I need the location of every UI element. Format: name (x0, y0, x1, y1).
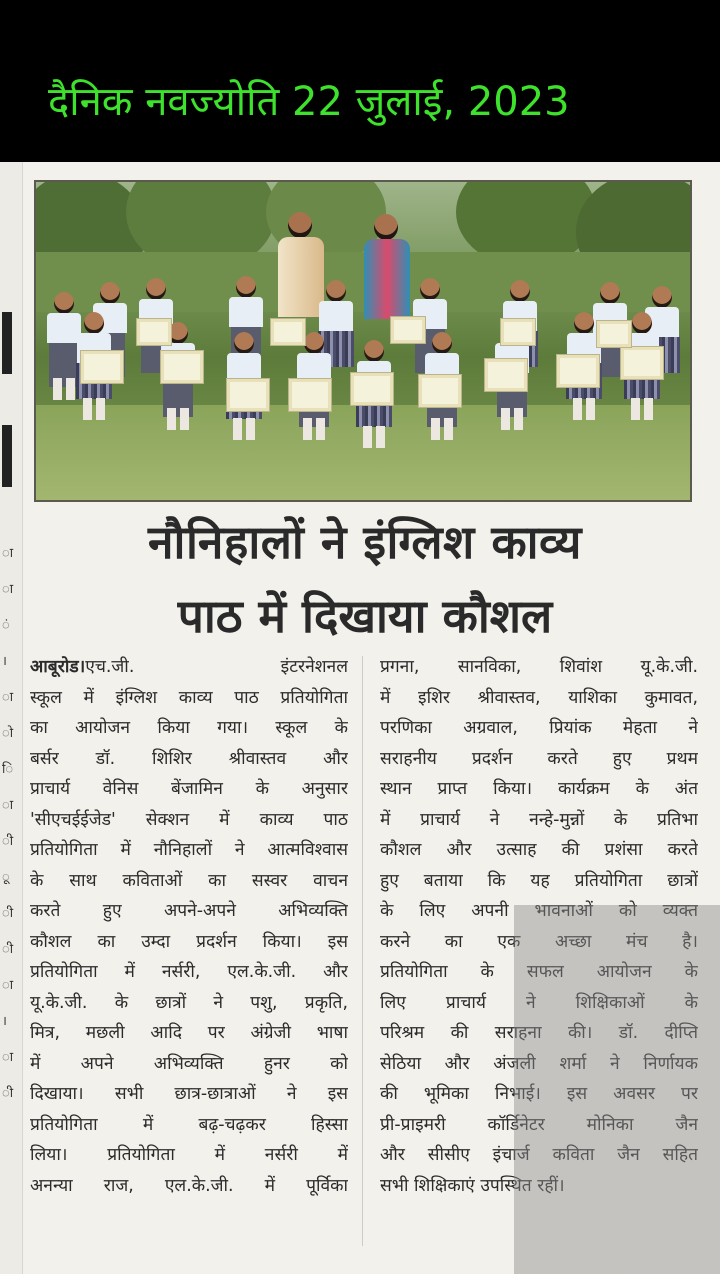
column-line: के लिए अपनी भावनाओं को व्यक्त (380, 901, 698, 921)
column-line: लिए प्राचार्य ने शिक्षिकाओं के (380, 992, 698, 1013)
column-line: स्थान प्राप्त किया। कार्यक्रम के अंत (380, 779, 698, 799)
strip-char: ी (2, 906, 14, 921)
column-line: कौशल और उत्साह की प्रशंसा करते (380, 840, 698, 860)
column-line: स्कूल में इंग्लिश काव्य पाठ प्रतियोगिता (30, 687, 348, 708)
adjacent-column-strip (0, 162, 23, 1274)
strip-char: ी (2, 942, 14, 957)
group-photo-icon (34, 180, 692, 502)
column-line: हुए बताया कि यह प्रतियोगिता छात्रों (380, 870, 698, 891)
column-line: में प्राचार्य ने नन्हे-मुन्नों के प्रतिभा (380, 809, 698, 830)
strip-char: ो (2, 726, 14, 741)
column-line: लिया। प्रतियोगिता में नर्सरी में (30, 1145, 348, 1165)
column-line: परणिका अग्रवाल, प्रियांक मेहता ने (380, 718, 698, 738)
column-line: सेठिया और अंजली शर्मा ने निर्णायक (380, 1053, 698, 1074)
headline-line-2: पाठ में दिखाया कौशल (177, 589, 553, 643)
column-line: में इशिर श्रीवास्तव, याशिका कुमावत, (380, 687, 698, 708)
headline-line-1: नौनिहालों ने इंग्लिश काव्य (148, 515, 582, 569)
strip-char: ा (2, 1050, 14, 1065)
strip-char: ा (2, 690, 14, 705)
column-line: की भूमिका निभाई। इस अवसर पर (380, 1084, 698, 1104)
article-column-left (30, 652, 348, 1201)
column-line: प्रतियोगिता में नौनिहालों ने आत्मविश्वास (30, 840, 348, 860)
column-line: 'सीएचईईजेड' सेक्शन में काव्य पाठ (30, 809, 348, 830)
strip-bar-2 (2, 425, 12, 487)
column-line: प्राचार्य वेनिस बेंजामिन के अनुसार (30, 779, 348, 799)
strip-char: ा (2, 978, 14, 993)
strip-char: ी (2, 1086, 14, 1101)
column-line-last: सभी शिक्षिकाएं उपस्थित रहीं। (380, 1175, 565, 1196)
dateline: आबूरोड। (30, 657, 86, 677)
column-line: मित्र, मछली आदि पर अंग्रेजी भाषा (30, 1023, 348, 1043)
column-line: करते हुए अपने-अपने अभिव्यक्ति (30, 901, 348, 921)
column-divider (362, 656, 363, 1246)
strip-char: ा (2, 546, 14, 561)
column-line: प्रगना, सानविका, शिवांश यू.के.जी. (380, 657, 698, 677)
first-line-text: एच.जी. इंटरनेशनल (85, 657, 348, 677)
strip-char: ं (2, 618, 10, 633)
column-line: प्रतियोगिता के सफल आयोजन के (380, 962, 698, 982)
column-line: करने का एक अच्छा मंच है। (380, 931, 698, 952)
column-line: कौशल का उम्दा प्रदर्शन किया। इस (30, 931, 348, 952)
column-line: सराहनीय प्रदर्शन करते हुए प्रथम (380, 748, 698, 769)
column-line: बर्सर डॉ. शिशिर श्रीवास्तव और (30, 748, 348, 769)
strip-char: ा (2, 582, 14, 597)
strip-char: ू (2, 870, 10, 885)
column-line: अनन्या राज, एल.के.जी. में पूर्विका (30, 1175, 348, 1196)
column-line: का आयोजन किया गया। स्कूल के (30, 718, 348, 738)
column-line: प्री-प्राइमरी कॉर्डिनेटर मोनिका जैन (380, 1114, 698, 1135)
top-banner (0, 0, 720, 162)
column-line: और सीसीए इंचार्ज कविता जैन सहित (380, 1145, 698, 1165)
first-line (30, 652, 348, 683)
column-line: के साथ कविताओं का सस्वर वाचन (30, 870, 348, 891)
strip-char: ि (2, 762, 14, 777)
column-line: प्रतियोगिता में नर्सरी, एल.के.जी. और (30, 962, 348, 982)
column-line: में अपने अभिव्यक्ति हुनर को (30, 1053, 348, 1074)
strip-char: । (2, 1014, 7, 1029)
banner-title: दैनिक नवज्योति 22 जुलाई, 2023 (48, 79, 570, 125)
strip-char: ा (2, 798, 14, 813)
strip-char: । (2, 654, 7, 669)
scan-shadow-overlay (514, 905, 720, 1274)
column-line: यू.के.जी. के छात्रों ने पशु, प्रकृति, (30, 992, 348, 1013)
strip-bar-1 (2, 312, 12, 374)
article-headline (20, 512, 710, 646)
strip-char: ी (2, 834, 14, 849)
column-line: परिश्रम की सराहना की। डॉ. दीप्ति (380, 1023, 698, 1043)
column-line: दिखाया। सभी छात्र-छात्राओं ने इस (30, 1084, 348, 1104)
column-line: प्रतियोगिता में बढ़-चढ़कर हिस्सा (30, 1114, 348, 1135)
